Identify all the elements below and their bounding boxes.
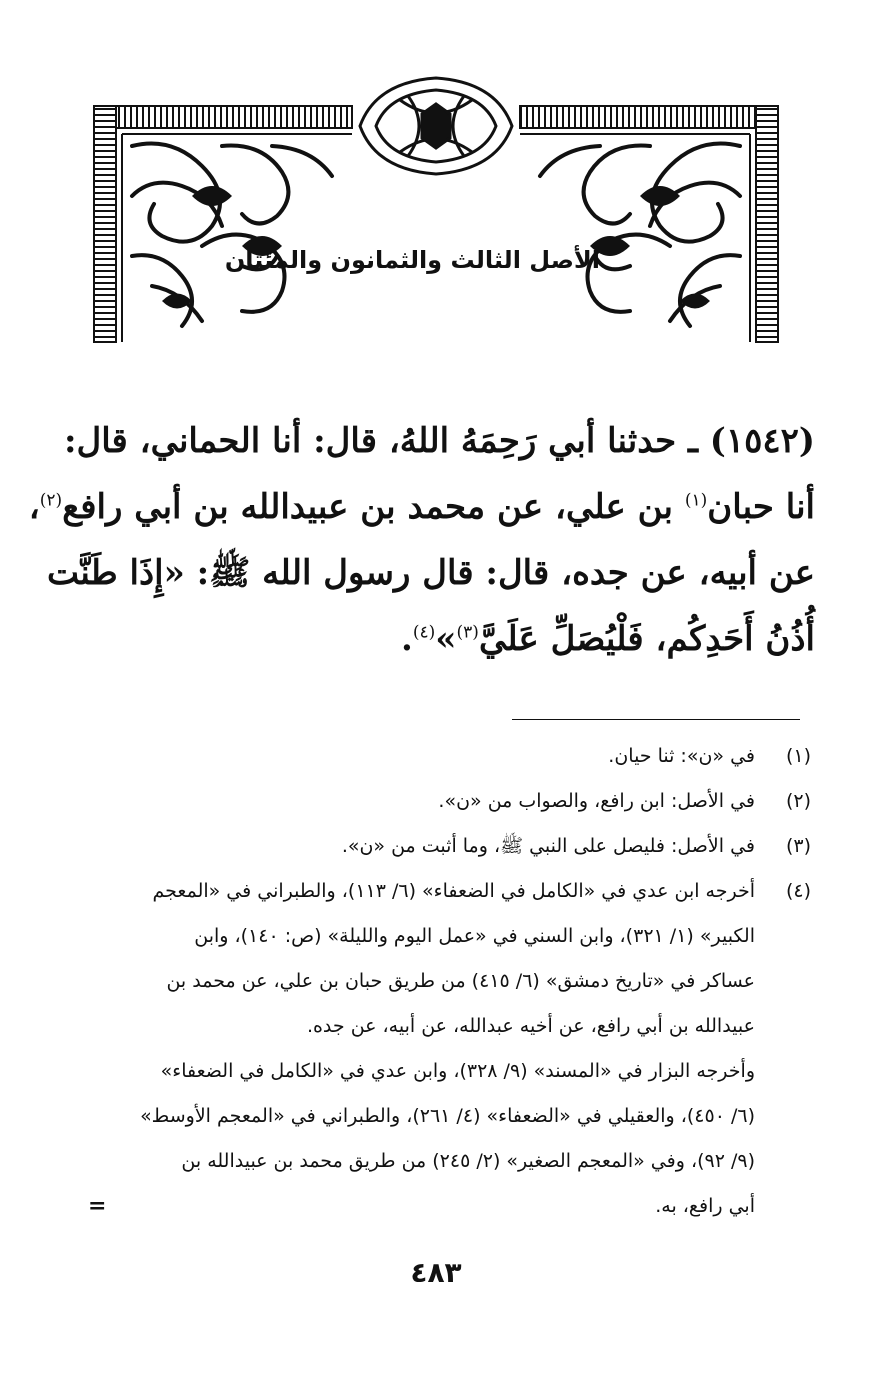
footnote-item-4 — [61, 869, 811, 1049]
footnote-line: أخرجه ابن عدي في «الكامل في الضعفاء» (٦/ ١١٣)، والطبراني في «المعجم — [152, 880, 755, 902]
hadith-line-2 — [28, 474, 815, 540]
hadith-line-2-part-b: بن علي، عن محمد بن عبيدالله بن أبي رافع — [62, 487, 685, 527]
footnote-continuation — [61, 1049, 811, 1229]
hadith-line-2-part-c: ، — [28, 487, 40, 527]
footnote-ref-1[interactable]: (١) — [684, 490, 708, 511]
footnote-line: عساكر في «تاريخ دمشق» (٦/ ٤١٥) من طريق حبان بن علي، عن محمد بن — [166, 970, 755, 992]
footnotes — [61, 734, 811, 1229]
footnote-line: (٩/ ٩٢)، وفي «المعجم الصغير» (٢/ ٢٤٥) من طريق محمد بن عبيدالله بن — [181, 1150, 755, 1172]
footnote-line: في «ن»: ثنا حيان. — [608, 745, 755, 767]
footnote-line: وأخرجه البزار في «المسند» (٩/ ٣٢٨)، وابن عدي في «الكامل في الضعفاء» — [160, 1060, 755, 1082]
footnote-ref-2[interactable]: (٢) — [39, 490, 63, 511]
footnote-item-1 — [61, 734, 811, 779]
footnote-number: (٢) — [785, 790, 811, 812]
footnote-number: (٤) — [785, 880, 811, 902]
footnote-separator — [512, 719, 800, 720]
hadith-line-3 — [47, 540, 815, 606]
hadith-text — [28, 408, 815, 672]
hadith-line-4-part-c: . — [401, 619, 413, 659]
hadith-line-4 — [95, 606, 815, 672]
footnote-line: عبيدالله بن أبي رافع، عن أخيه عبدالله، عن أبيه، عن جده. — [306, 1015, 755, 1037]
hadith-line-1 — [63, 408, 815, 474]
footnote-number: (٣) — [785, 835, 811, 857]
footnote-line: الكبير» (١/ ٣٢١)، وابن السني في «عمل اليوم والليلة» (ص: ١٤٠)، وابن — [194, 925, 755, 947]
footnote-ref-3[interactable]: (٣) — [456, 622, 479, 643]
continuation-mark: = — [88, 1193, 107, 1219]
footnote-ref-4[interactable]: (٤) — [412, 622, 436, 643]
chapter-title: الأصل الثالث والثمانون والمئتان — [224, 246, 600, 274]
footnote-line: (٦/ ٤٥٠)، والعقيلي في «الضعفاء» (٤/ ٢٦١)، والطبراني في «المعجم الأوسط» — [140, 1105, 755, 1127]
page-number: ٤٨٣ — [410, 1256, 462, 1289]
chapter-header-ornament — [92, 76, 780, 346]
footnote-item-2 — [61, 779, 811, 824]
ornament-frame-icon — [92, 76, 780, 346]
footnote-line: أبي رافع، به. — [655, 1195, 755, 1217]
footnote-line: في الأصل: فليصل على النبي ﷺ، وما أثبت من «ن». — [341, 835, 755, 857]
hadith-line-3-text: عن أبيه، عن جده، قال: قال رسول الله ﷺ: «إِذَا طَنَّت — [47, 553, 815, 593]
hadith-number: (١٥٤٢) — [709, 421, 815, 461]
hadith-line-1-text: ـ حدثنا أبي رَحِمَهُ اللهُ، قال: أنا الحماني، قال: — [63, 421, 698, 461]
hadith-line-4-part-b: » — [435, 619, 457, 659]
hadith-line-4-part-a: أُذُنُ أَحَدِكُم، فَلْيُصَلِّ عَلَيَّ — [478, 619, 815, 659]
footnote-item-3 — [61, 824, 811, 869]
hadith-line-2-part-a: أنا حبان — [707, 487, 815, 527]
footnote-line: في الأصل: ابن رافع، والصواب من «ن». — [438, 790, 755, 812]
footnote-number: (١) — [785, 745, 811, 767]
